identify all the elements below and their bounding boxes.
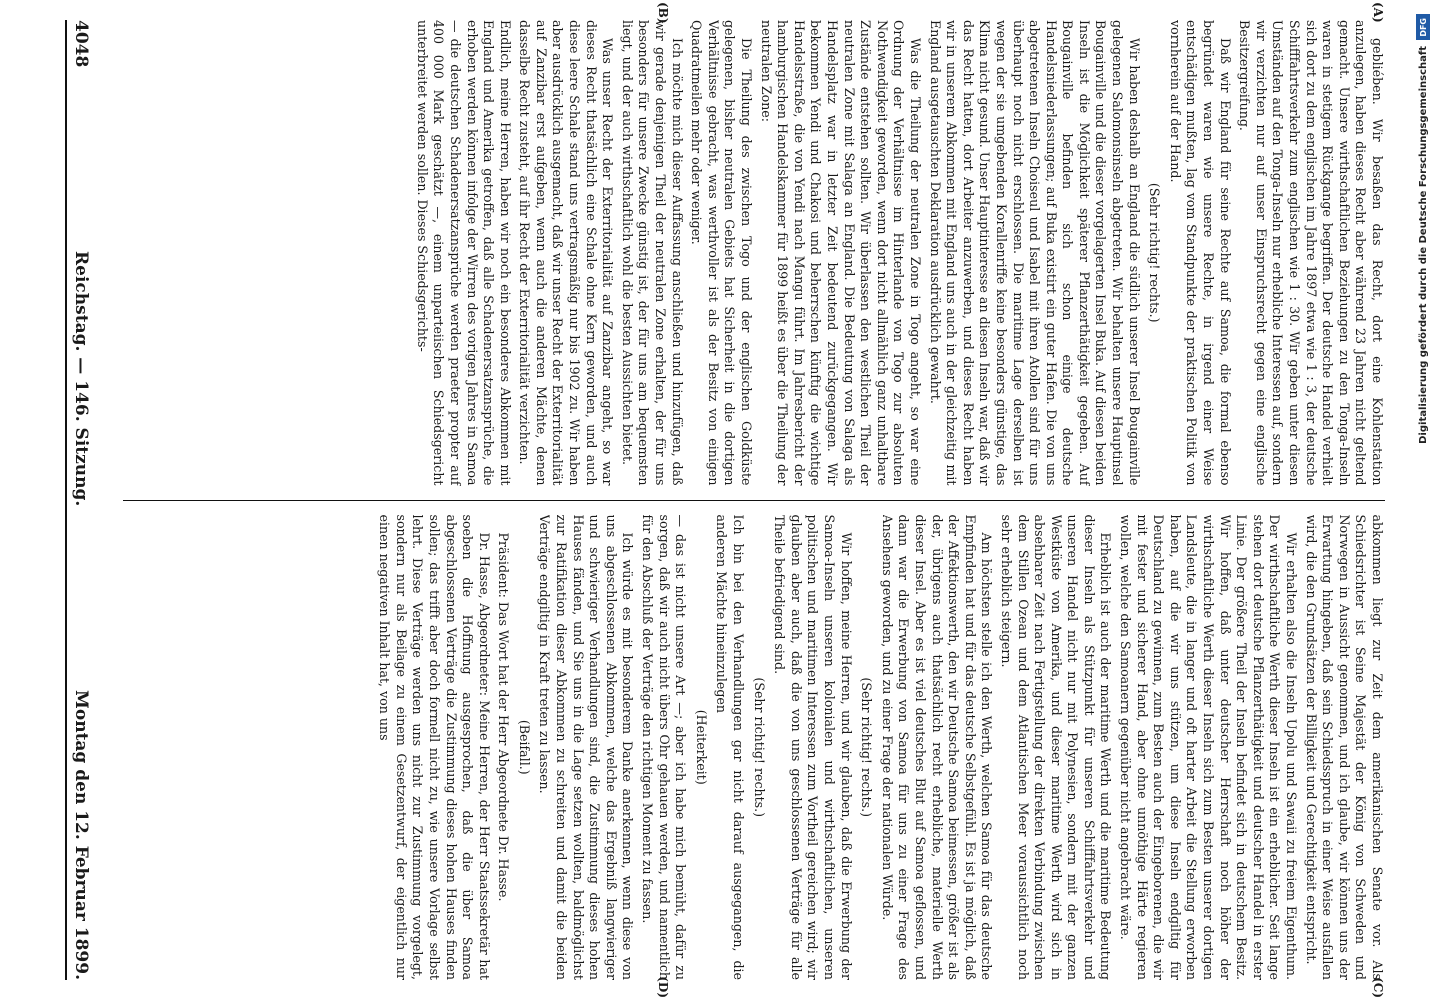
marker-b: (B) xyxy=(656,2,670,24)
paragraph: Präsident: Das Wort hat der Herr Abgeordnete Dr. Hasse. xyxy=(496,532,512,902)
marker-a: (A) xyxy=(1371,2,1385,23)
session-title: Reichstag. — 146. Sitzung. xyxy=(71,251,91,507)
paragraph: Erheblich ist auch der maritime Werth und die maritime Bedeutung dieser Inseln als Stützpunkt für unseren Schifffahrtsverkehr und unseren Handel nicht nur mit Polynesien, sondern mit der ganzen Westküste von Amerika, und dieser maritime Werth wird sich in absehbarer Zeit nach Fertigstellung der direkten Verbindung zwischen dem Stillen Ozean und dem Atlantischen Meer voraussichtlich noch sehr erheblich steigern. xyxy=(998,514,1114,980)
rotated-page-content xyxy=(35,0,1415,1000)
paragraph: Endlich, meine Herren, haben wir noch ein besonderes Abkommen mit England und Amerika getroffen, daß alle Schadenersatzansprüche, die erhoben werden können infolge der Wirren des vorigen Jahres in Samoa — die deutschen Schadenersatzansprüche werden praeter propter auf 400 000 Mark geschätzt —, einem unparteiischen Schiedsgericht unterbreitet werden sollen. Dieses Schiedsgerichts- xyxy=(414,20,513,486)
paragraph: (Sehr richtig! rechts.) xyxy=(751,677,767,818)
paragraph: Daß wir England für seine Rechte auf Samoa, die formal ebenso begründet waren wie unsere Rechte, in irgend einer Weise entschädigen mußten, lag vom Standpunkte der praktischen Politik von vornherein auf der Hand. xyxy=(1167,20,1233,486)
paragraph: gebliében. Wir besaßen das Recht, dort eine Kohlenstation anzulegen, haben dieses Recht aber während 23 Jahren nicht geltend gemacht. Unsere wirthschaftlichen Beziehungen zu den Tonga-Inseln waren in stetigem Rückgange begriffen. Der deutsche Handel verhielt sich dort zu dem englischen im Jahre 1897 etwa wie 1 : 3, der deutsche Schifffahrtsverkehr zum englischen wie 1 : 30. Wir geben unter diesen Umständen auf den Tonga-Inseln nur erhebliche Interessen auf, sondern wir verzichten nur auf unser Einspruchsrecht gegen eine englische Besitzergreifung. xyxy=(1237,20,1385,486)
paragraph: Die Theilung des zwischen Togo und der englischen Goldküste gelegenen, bisher neutralen Gebiets hat Sicherheit in die dortigen Verhältnisse gebracht, was werthvoller ist als der Besitz von einigen Quadratmeilen mehr oder weniger. xyxy=(689,20,755,486)
digitization-text: Digitalisierung gefördert durch die Deutsche Forschungsgemeinschaft xyxy=(1417,46,1429,444)
paragraph: Was die Theilung der neutralen Zone in Togo angeht, so war eine Ordnung der Verhältnisse im Hinterlande von Togo zur absoluten Nothwendigkeit geworden, wenn dort nicht allmählich ganz unhaltbare Zustände entstehen sollten. Wir überlassen den westlichen Theil der neutralen Zone mit Salaga an England. Die Bedeutung von Salaga als Handelsplatz war in letzter Zeit bedeutend zurückgegangen. Wir bekommen Yendi und Chakosi und beherrschen künftig die wichtige Handelsstraße, die von Yendi nach Mangu führt. Im Jahresbericht der hamburgischen Handelskammer für 1899 heißt es über die Theilung der neutralen Zone: xyxy=(758,20,923,486)
paragraph: Wir hoffen, meine Herren, und wir glauben, daß die Erwerbung der Samoa-Inseln unseren kolonialen und wirthschaftlichen, unseren politischen und maritimen Interessen zum Vortheil gereichen wird; wir glauben aber auch, daß die von uns geschlossenen Verträge für alle Theile befriedigend sind. xyxy=(772,514,854,980)
paragraph: (Heiterkeit) xyxy=(693,709,709,785)
dfg-logo-icon: DFG xyxy=(1416,14,1430,40)
marker-c: (C) xyxy=(1371,977,1385,998)
session-date: Montag den 12. Februar 1899. xyxy=(71,690,91,980)
left-column xyxy=(123,20,1385,486)
right-column xyxy=(123,515,1385,981)
paragraph: Dr. Hasse, Abgeordneter: Meine Herren, der Herr Staatssekretär hat soeben die Hoffnung ausgesprochen, daß die über Samoa abgeschlossenen Verträge die Zustimmung dieses hohen Hauses finden sollen; das trifft aber doch formell nicht zu, wie unsere Vorlage selbst lehrt. Diese Verträge werden uns nicht zur Zustimmung vorgelegt, sondern nur als Beilage zu einem Gesetzentwurf, der eigentlich nur einen negativen Inhalt hat, von uns xyxy=(377,514,492,980)
digitization-note xyxy=(1414,14,1432,986)
paragraph: Wir haben deshalb an England die südlich unserer Insel Bougainville gelegenen Salomonsinseln abgetreten. Wir behalten unsere Hauptinsel Bougainville und die dieser vorgelagerten Insel Buka. Auf diesen beiden Inseln ist die Möglichkeit späterer Pflanzerthätigkeit gegeben. Auf Bougainville befinden sich schon einige deutsche Handelsniederlassungen; auf Buka existirt ein guter Hafen. Die von uns abgetretenen Inseln Choiseul und Isabel mit ihren Atollen sind für uns überhaupt noch nicht erschlossen. Die maritime Lage derselben ist wegen der sie umgebenden Korallenriffe keine besonders günstige, das Klima nicht gesund. Unser Hauptinteresse an diesen Inseln war, daß wir das Recht hatten, dort Arbeiter anzuwerben, und dieses Recht haben wir in unserem Abkommen mit England uns auch in der gleichzeitig mit England ausgetauschten Deklaration ausdrücklich gewahrt. xyxy=(927,20,1142,486)
paragraph: (Sehr richtig! rechts.) xyxy=(859,677,875,818)
paragraph: abkommen liegt zur Zeit dem amerikanischen Senate vor. Als Schiedsrichter ist Seine Majestät der König von Schweden und Norwegen in Aussicht genommen, und ich glaube, wir können uns der Erwartung hingeben, daß sein Schiedsspruch in einer Weise ausfallen wird, die den Grundsätzen der Billigkeit und Gerechtigkeit entspricht. xyxy=(1303,514,1385,980)
page-number: 4048 xyxy=(71,20,91,68)
paragraph: Was unser Recht der Exterritorialität auf Zanzibar angeht, so war dieses Recht thatsächlich eine Schale ohne Kern geworden, und auch diese leere Schale stand uns vertragsmäßig nur bis 1902 zu. Wir haben aber ausdrücklich ausgemacht, daß wir unser Recht der Exterritorialität auf Zanzibar erst aufgeben, wenn auch die anderen Mächte, denen dasselbe Recht zusteht, auf ihr Recht der Exterritorialität verzichten. xyxy=(517,20,616,486)
paragraph: (Sehr richtig! rechts.) xyxy=(1147,182,1163,323)
column-divider xyxy=(123,500,1385,501)
paragraph: Ich bin bei den Verhandlungen gar nicht darauf ausgegangen, die anderen Mächte hineinzulegen xyxy=(714,514,747,980)
marker-d: (D) xyxy=(656,976,670,998)
paragraph: Am höchsten stelle ich den Werth, welchen Samoa für das deutsche Empfinden hat und für das deutsche Selbstgefühl. Es ist ja möglich, daß der Affektionswerth, den wir Deutsche Samoa beimessen, größer ist als der, übrigens auch thatsächlich recht erhebliche, materielle Werth dieser Insel. Aber es ist viel deutsches Blut auf Samoa geflossen, und dann war die Erwerbung von Samoa für uns zu einer Frage des Ansehens geworden, und zu einer Frage der nationalen Würde. xyxy=(879,514,995,980)
page-header xyxy=(65,20,115,980)
paragraph: (Beifall.) xyxy=(516,719,532,775)
paragraph: Ich würde es mit besonderem Danke anerkennen, wenn diese von uns abgeschlossenen Abkommen, welche das Ergebniß langwieriger und schwieriger Verhandlungen sind, die Zustimmung dieses hohen Hauses fänden, und Sie uns in die Lage setzen wollten, baldmöglichst zur Ratifikation dieser Abkommen zu schreiten und damit die beiden Verträge endgiltig in Kraft treten zu lassen. xyxy=(537,514,636,980)
text-columns xyxy=(123,20,1385,980)
paragraph: Ich möchte mich dieser Auffassung anschließen und hinzufügen, daß wir gerade denjenigen Theil der neutralen Zone erhalten, der für uns besonders für unsere Zwecke günstig ist, der für uns am bequemsten liegt, und der auch wirthschaftlich wohl die besten Aussichten bietet. xyxy=(619,20,685,486)
paragraph: Wir erhalten also die Inseln Upolu und Sawaii zu freiem Eigenthum. Der wirthschaftliche Werth dieser Inseln ist ein erheblicher. Seit lange stehen dort deutsche Pflanzerthätigkeit und deutscher Handel in erster Linie. Der größere Theil der Inseln befindet sich in deutschem Besitz. Wir hoffen, daß unter deutscher Herrschaft noch höher der wirthschaftliche Werth dieser Inseln sich zum Besten unserer dortigen Landsleute, die in langer und oft harter Arbeit die Stellung erworben haben, auf die wir uns stützen, um diese Inseln endgiltig für Deutschland zu gewinnen, zum Besten auch der Eingeborenen, die wir mit fester und sicherer Hand, aber ohne unnöthige Härte regieren wollen, welche den Samoanern gegenüber nicht angebracht wäre. xyxy=(1118,514,1300,980)
paragraph: — das ist nicht unsere Art —; aber ich habe mich bemüht, dafür zu sorgen, daß wir auch nicht übers Ohr gehauen werden, und namentlich für den Abschluß der Verträge den richtigen Moment zu fassen. xyxy=(640,514,689,980)
